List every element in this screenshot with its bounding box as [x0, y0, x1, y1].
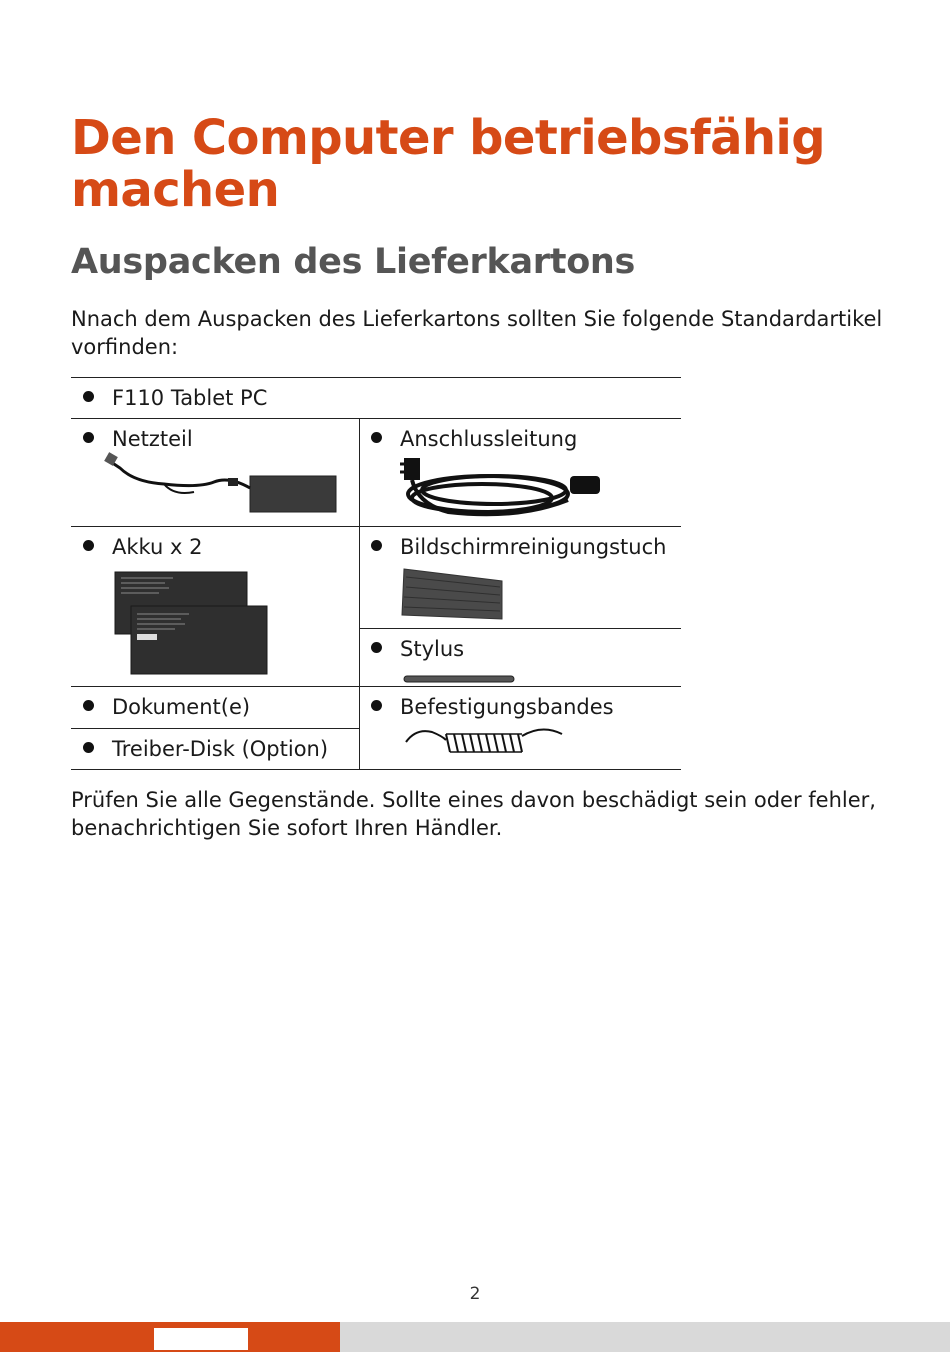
page-number: 2 — [469, 1284, 481, 1304]
bullet-icon — [371, 432, 382, 443]
intro-paragraph: Nnach dem Auspacken des Lieferkartons sollten Sie folgende Standardartikel vorfinden: — [71, 307, 883, 359]
bullet-icon — [83, 742, 94, 753]
footer-gray-bar — [340, 1322, 950, 1352]
list-item-befestigungsbandes: Befestigungsbandes — [359, 694, 614, 720]
table-rule — [71, 686, 681, 687]
table-rule-top — [71, 377, 681, 378]
bullet-icon — [371, 642, 382, 653]
list-item-tablet: F110 Tablet PC — [71, 385, 267, 411]
bullet-icon — [83, 391, 94, 402]
bullet-icon — [83, 540, 94, 551]
power-adapter-image — [104, 452, 340, 516]
battery-image — [113, 570, 269, 676]
list-item-dokument: Dokument(e) — [71, 694, 250, 720]
list-item-reinigungstuch: Bildschirmreinigungstuch — [359, 534, 666, 560]
table-rule — [71, 728, 359, 729]
stylus-image — [400, 673, 518, 685]
list-item-treiber-disk: Treiber-Disk (Option) — [71, 736, 328, 762]
page-title: Den Computer betriebsfähig machen — [71, 110, 826, 218]
section-heading: Auspacken des Lieferkartons — [71, 242, 636, 282]
cleaning-cloth-image — [398, 563, 508, 623]
closing-paragraph: Prüfen Sie alle Gegenstände. Sollte eines davon beschädigt sein oder fehler, benachrichtigen Sie sofort Ihren Händler. — [71, 788, 876, 840]
tether-strap-image — [402, 722, 566, 758]
list-item-netzteil: Netzteil — [71, 426, 193, 452]
bullet-icon — [83, 700, 94, 711]
list-item-anschlussleitung: Anschlussleitung — [359, 426, 577, 452]
list-item-akku: Akku x 2 — [71, 534, 203, 560]
power-cord-image — [398, 454, 612, 520]
table-rule — [359, 628, 681, 629]
table-rule — [71, 526, 681, 527]
table-rule-bottom — [71, 769, 681, 770]
footer-bar-highlight — [154, 1328, 248, 1350]
bullet-icon — [371, 700, 382, 711]
table-rule — [71, 418, 681, 419]
bullet-icon — [371, 540, 382, 551]
bullet-icon — [83, 432, 94, 443]
list-item-stylus: Stylus — [359, 636, 464, 662]
